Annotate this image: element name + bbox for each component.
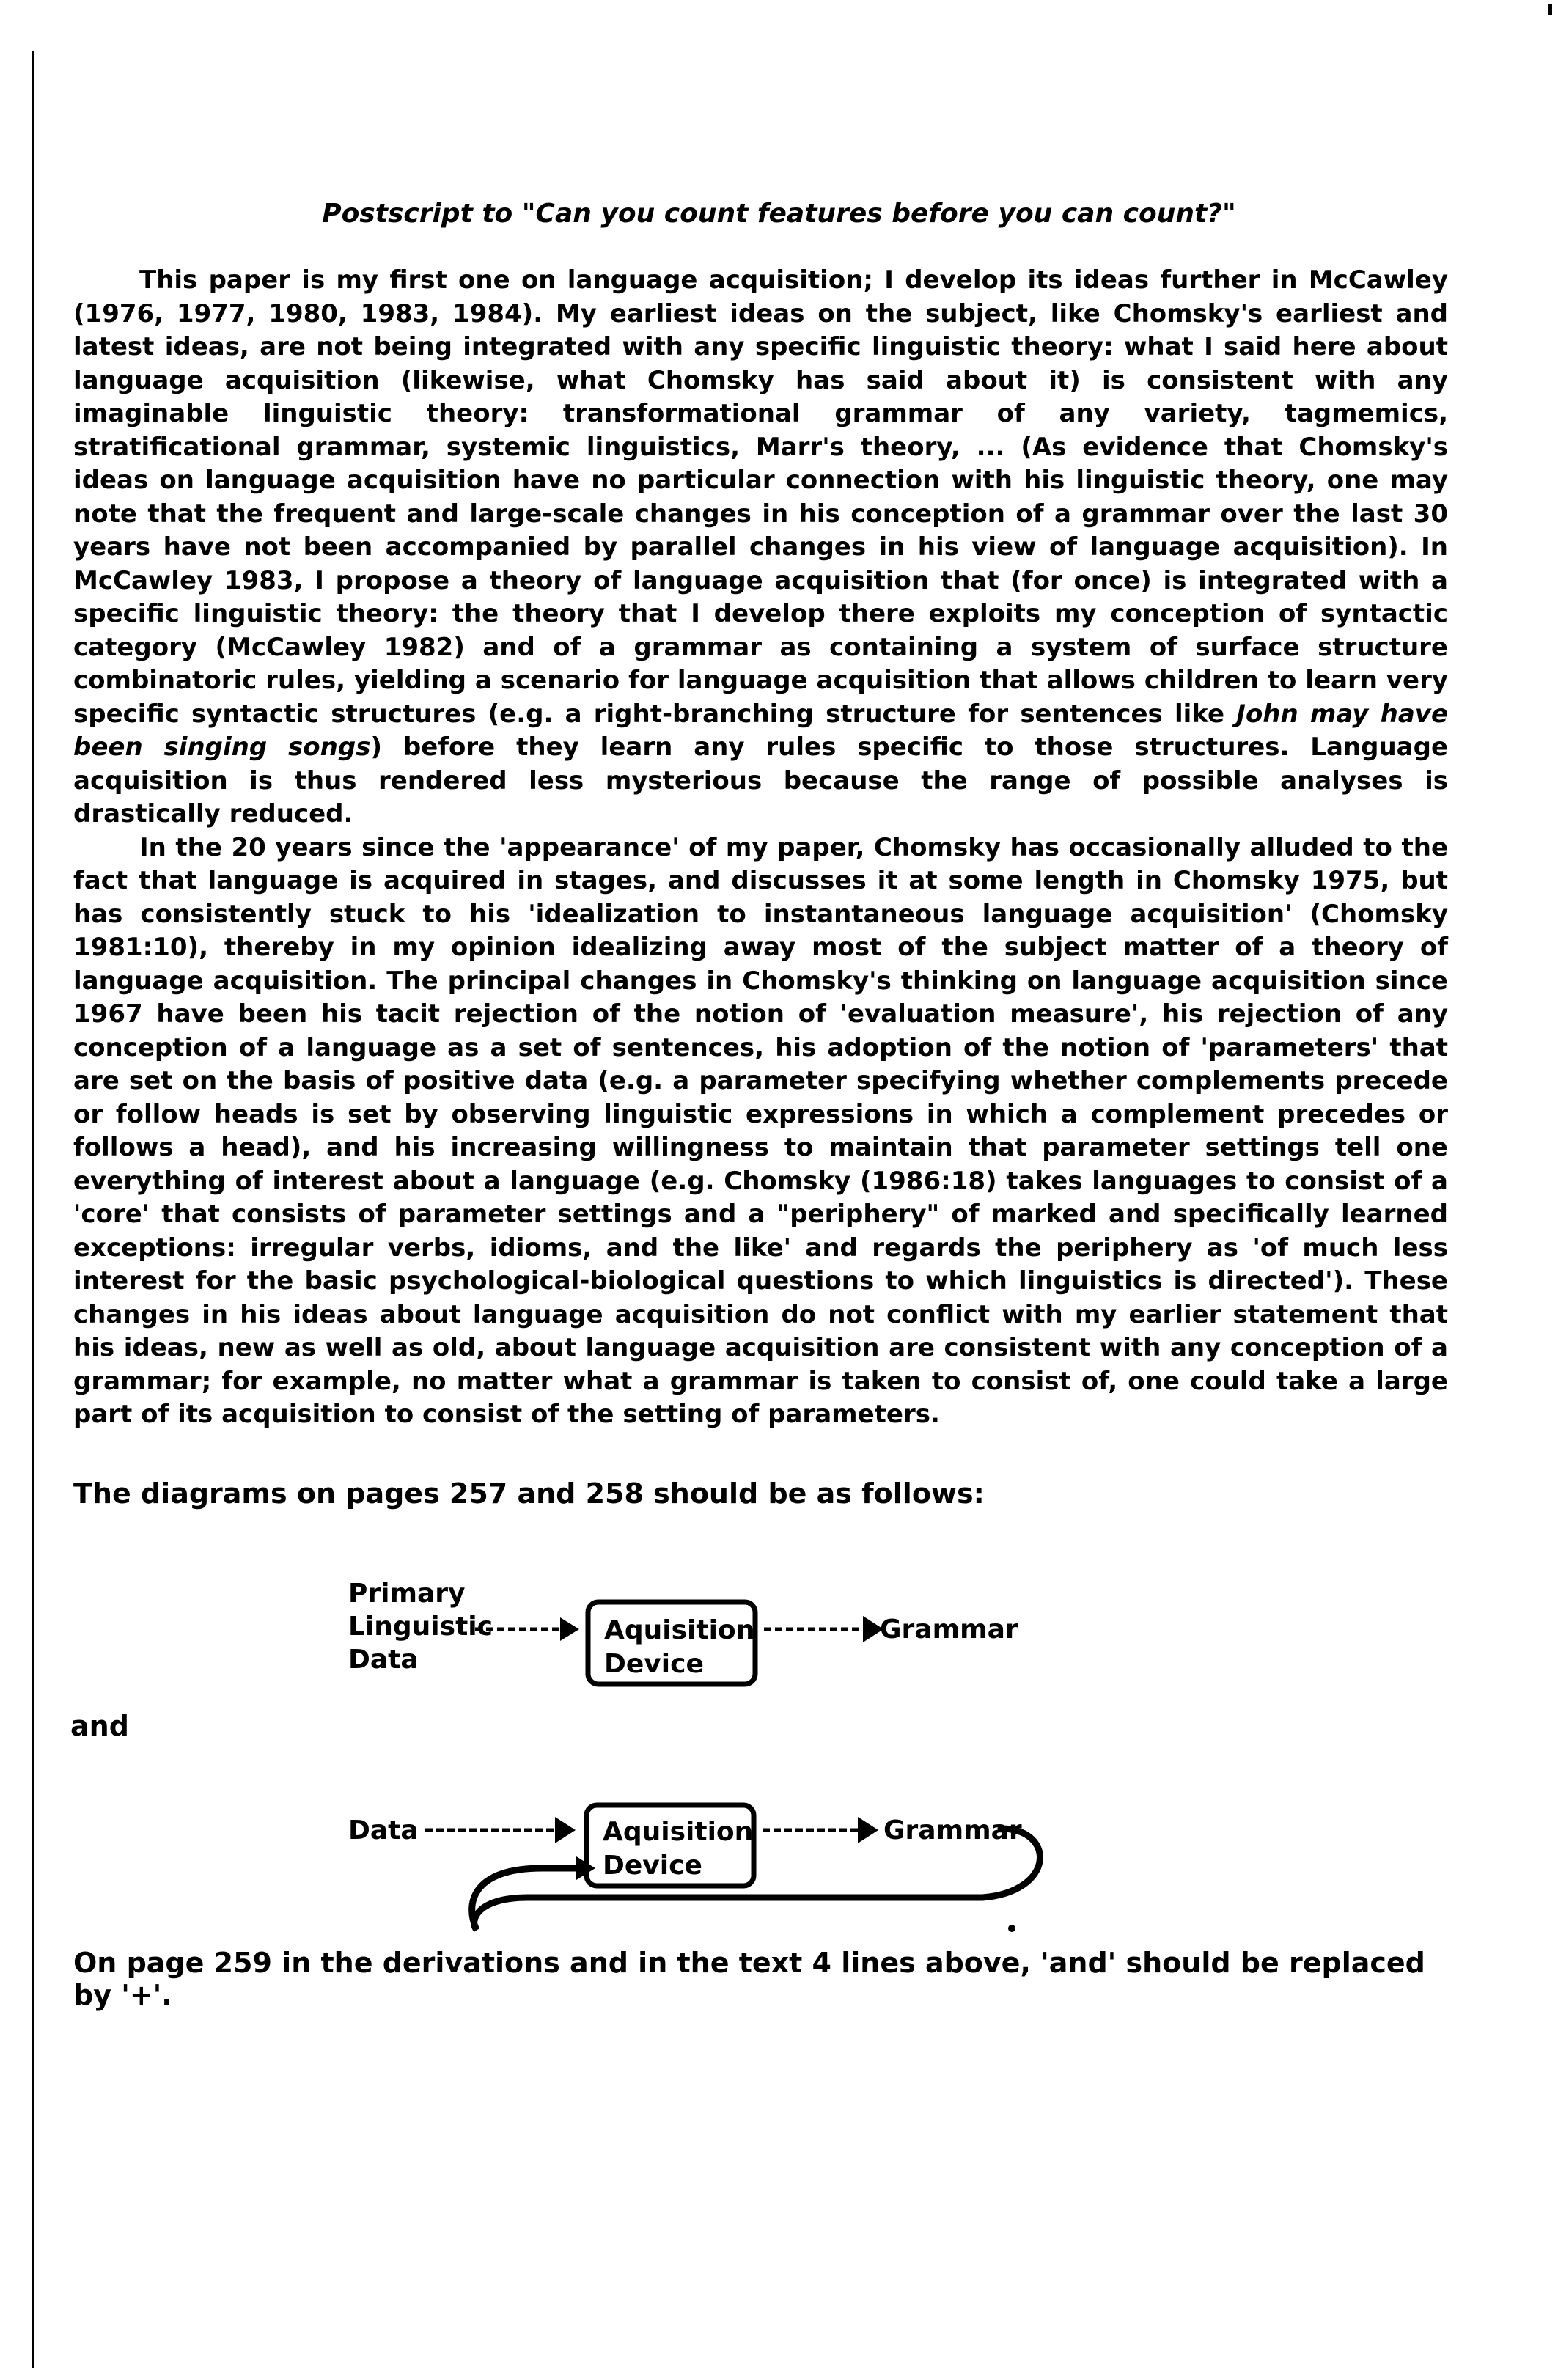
paragraph-1-example: John may have been singing songs — [73, 699, 1448, 762]
diagram-1-box-line-2: Device — [604, 1649, 704, 1679]
diagram-2-input: Data — [348, 1815, 419, 1845]
diagram-2-box-line-1: Aquisition — [603, 1817, 754, 1847]
diagram-2-arrow-out — [763, 1817, 878, 1843]
diagrams-intro: The diagrams on pages 257 and 258 should be as follows: — [73, 1477, 985, 1510]
diagram-2-box-line-2: Device — [603, 1851, 702, 1881]
body-text — [73, 264, 1448, 1432]
diagram-1-input-line-3: Data — [348, 1645, 419, 1675]
diagram-1-output: Grammar — [880, 1615, 1018, 1645]
paragraph-1 — [73, 264, 1448, 831]
diagram-2 — [0, 1774, 1558, 1943]
paragraph-2: In the 20 years since the 'appearance' of my paper, Chomsky has occasionally alluded to the fact that language is acquired in stages, and discusses it at some length in Chomsky 1975, but has consistently stuck to his 'idealization to instantaneous language acquisition' (Chomsky 1981:10), thereby in my opinion idealizing away most of the subject matter of a theory of language acquisition. The principal changes in Chomsky's thinking on language acquisition since 1967 have been his tacit rejection of the notion of 'evaluation measure', his rejection of any conception of a language as a set of sentences, his adoption of the notion of 'parameters' that are set on the basis of positive data (e.g. a parameter specifying whether complements precede or follow heads is set by observing linguistic expressions in which a complement precedes or follows a head), and his increasing willingness to maintain that parameter settings tell one everything of interest about a language (e.g. Chomsky (1986:18) takes languages to consist of a 'core' that consists of parameter settings and a "periphery" of marked and specifically learned exceptions: irregular verbs, idioms, and the like' and regards the periphery as 'of much less interest for the basic psychological-biological questions to which linguistics is directed'). These changes in his ideas about language acquisition do not conflict with my earlier statement that his ideas, new as well as old, about language acquisition are consistent with any conception of a grammar; for example, no matter what a grammar is taken to consist of, one could take a large part of its acquisition to consist of the setting of parameters. — [73, 832, 1448, 1429]
left-margin-rule — [32, 51, 34, 2368]
diagram-1-box-line-1: Aquisition — [604, 1615, 755, 1645]
diagram-2-output: Grammar — [883, 1815, 1022, 1845]
final-note: On page 259 in the derivations and in the text 4 lines above, 'and' should be replaced by '+'. — [73, 1947, 1425, 2011]
diagram-2-arrow-in — [425, 1817, 576, 1843]
connector-and: and — [70, 1710, 129, 1742]
paragraph-1-text: This paper is my first one on language acquisition; I develop its ideas further in McCawley (1976, 1977, 1980, 1983, 1984). My earliest ideas on the subject, like Chomsky's earliest and latest ideas, are not being integrated with any specific linguistic theory: what I said here about language acquisition (likewise, what Chomsky has said about it) is consistent with any imaginable linguistic theory: transformational grammar of any variety, tagmemics, stratificational grammar, systemic linguistics, Marr's theory, ... (As evidence that Chomsky's ideas on language acquisition have no particular connection with his linguistic theory, one may note that the frequent and large-scale changes in his conception of a grammar over the last 30 years have not been accompanied by parallel changes in his view of language acquisition). In McCawley 1983, I propose a theory of language acquisition that (for once) is integrated with a specific linguistic theory: the theory that I develop there exploits my conception of syntactic category (McCawley 1982) and of a grammar as containing a system of surface structure combinatoric rules, yielding a scenario for language acquisition that allows children to learn very specific syntactic structures (e.g. a right-branching structure for sentences like — [73, 265, 1448, 729]
corner-tick — [1548, 4, 1552, 15]
page-title: Postscript to "Can you count features before you can count?" — [322, 199, 1236, 229]
diagram-2-dot — [1008, 1925, 1015, 1932]
diagram-1 — [0, 1540, 1558, 1730]
paragraph-1-end: ) before they learn any rules specific to those structures. Language acquisition is thus rendered less mysterious because the range of possible analyses is drastically reduced. — [73, 732, 1448, 829]
diagram-1-input-line-1: Primary — [348, 1579, 466, 1609]
diagram-1-arrow-out — [764, 1616, 883, 1642]
diagram-1-input-line-2: Linguistic — [348, 1612, 493, 1642]
